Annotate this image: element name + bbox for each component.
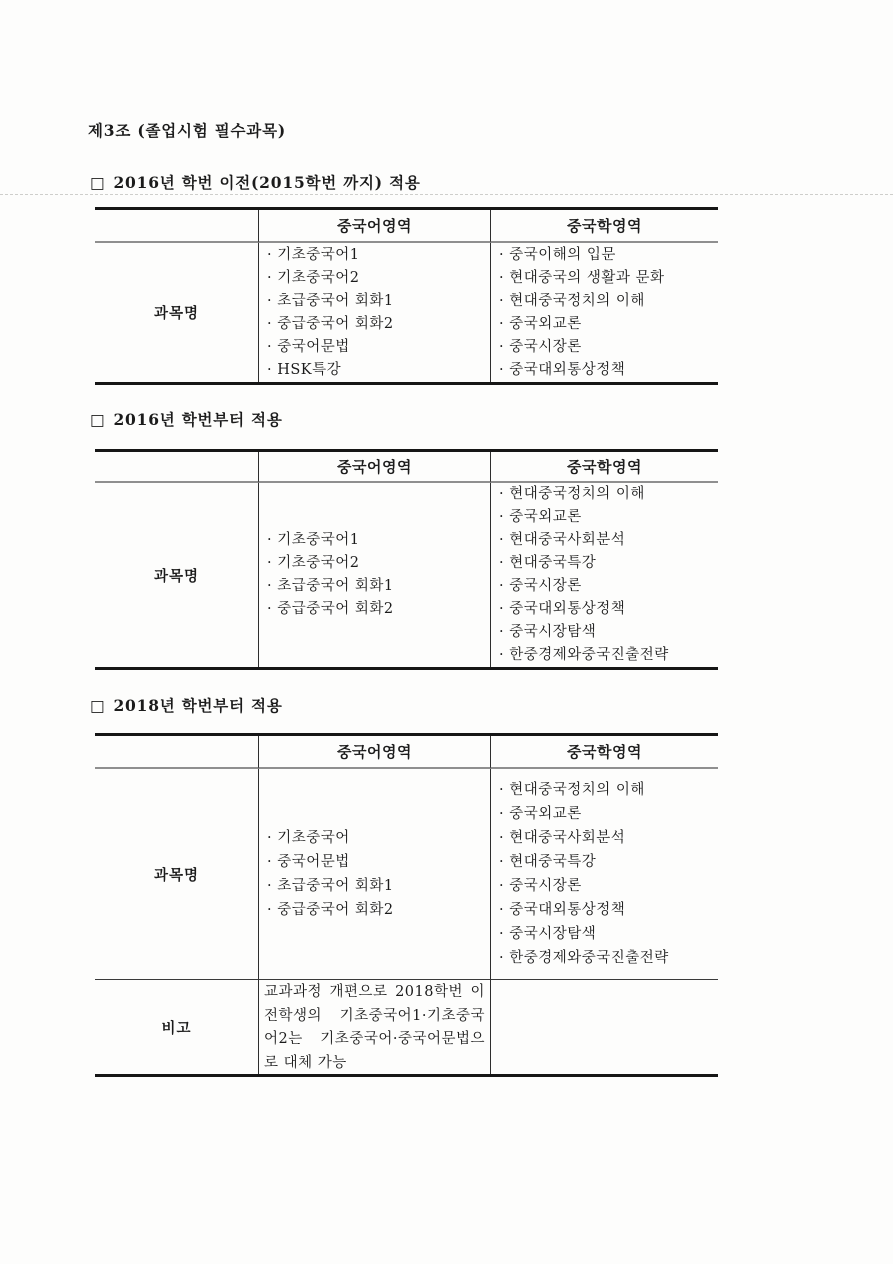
table-header-chinese-studies: 중국학영역 [490, 452, 718, 483]
subject-item: · 중국시장탐색 [499, 926, 597, 942]
subject-item: · 중국외교론 [499, 509, 582, 525]
subjects-table-from-2016 [95, 449, 718, 670]
checkbox-icon: □ [90, 174, 106, 192]
section-heading-text: 2016년 학번부터 적용 [113, 410, 283, 429]
subject-item: · 현대중국특강 [499, 555, 597, 571]
row-label-remark: 비고 [161, 1019, 192, 1037]
subject-list-language [258, 483, 490, 667]
subject-item: · 중국시장탐색 [499, 624, 597, 640]
subject-item: · 기초중국어1 [267, 532, 360, 548]
table-header-empty [95, 452, 258, 483]
table-header-chinese-language: 중국어영역 [258, 210, 490, 243]
subject-item: · 현대중국사회분석 [499, 830, 626, 846]
document-title: 제3조 (졸업시험 필수과목) [88, 121, 286, 140]
subject-item: · 중국시장론 [499, 878, 582, 894]
subject-item: · 한중경제와중국진출전략 [499, 647, 669, 663]
subjects-table-from-2018 [95, 733, 718, 1077]
subject-item: · 중국어문법 [267, 854, 350, 870]
row-label-subjects: 과목명 [153, 567, 200, 585]
subject-item: · 중급중국어 회화2 [267, 316, 394, 332]
remark-empty-cell [490, 980, 718, 1074]
subject-item: · 현대중국정치의 이해 [499, 293, 645, 309]
checkbox-icon: □ [90, 697, 106, 715]
row-label-subjects: 과목명 [95, 769, 258, 980]
section-heading-2015-and-earlier [90, 171, 421, 193]
subject-item: · 초급중국어 회화1 [267, 578, 394, 594]
section-heading-from-2016 [90, 408, 283, 430]
section-heading-from-2018 [90, 694, 283, 716]
subject-list-language [258, 769, 490, 980]
subject-list-studies [490, 483, 718, 667]
table-header-chinese-studies: 중국학영역 [490, 210, 718, 243]
subject-item: · 중국외교론 [499, 806, 582, 822]
subject-item: · 중국외교론 [499, 316, 582, 332]
subject-item: · 중국이해의 입문 [499, 247, 616, 263]
subject-item: · 기초중국어 [267, 830, 350, 846]
subject-item: · 중국대외통상정책 [499, 362, 626, 378]
table-header-chinese-language: 중국어영역 [258, 452, 490, 483]
subject-item: · 현대중국정치의 이해 [499, 486, 645, 502]
subject-item: · 중국시장론 [499, 339, 582, 355]
table-header-empty [95, 210, 258, 243]
subject-item: · 중급중국어 회화2 [267, 601, 394, 617]
subject-item: · 한중경제와중국진출전략 [499, 950, 669, 966]
subject-item: · 기초중국어2 [267, 270, 360, 286]
subject-item: · 현대중국의 생활과 문화 [499, 270, 665, 286]
subject-item: · 초급중국어 회화1 [267, 878, 394, 894]
subjects-table-2015-and-earlier [95, 207, 718, 385]
subject-item: · HSK특강 [267, 362, 342, 378]
section-heading-text: 2018년 학번부터 적용 [113, 696, 283, 715]
subject-list-studies [490, 243, 718, 382]
subject-item: · 현대중국정치의 이해 [499, 782, 645, 798]
subject-item: · 기초중국어2 [267, 555, 360, 571]
subject-list-studies [490, 769, 718, 980]
subject-item: · 중국대외통상정책 [499, 601, 626, 617]
section-heading-text: 2016년 학번 이전(2015학번 까지) 적용 [113, 173, 421, 192]
subject-item: · 중국어문법 [267, 339, 350, 355]
subject-item: · 기초중국어1 [267, 247, 360, 263]
subject-list-language [258, 243, 490, 382]
table-header-empty [95, 736, 258, 769]
row-label-subjects: 과목명 [153, 305, 200, 322]
subject-item: · 현대중국특강 [499, 854, 597, 870]
subject-item: · 중국대외통상정책 [499, 902, 626, 918]
subject-item: · 초급중국어 회화1 [267, 293, 394, 309]
remark-text: 교과과정 개편으로 2018학번 이전학생의 기초중국어1·기초중국어2는 기초중국어·중국어문법으로 대체 가능 [258, 980, 490, 1074]
scan-artifact-line [0, 194, 893, 195]
subject-item: · 중급중국어 회화2 [267, 902, 394, 918]
subject-item: · 중국시장론 [499, 578, 582, 594]
subject-item: · 현대중국사회분석 [499, 532, 626, 548]
checkbox-icon: □ [90, 411, 106, 429]
table-header-chinese-language: 중국어영역 [258, 736, 490, 769]
table-header-chinese-studies: 중국학영역 [490, 736, 718, 769]
